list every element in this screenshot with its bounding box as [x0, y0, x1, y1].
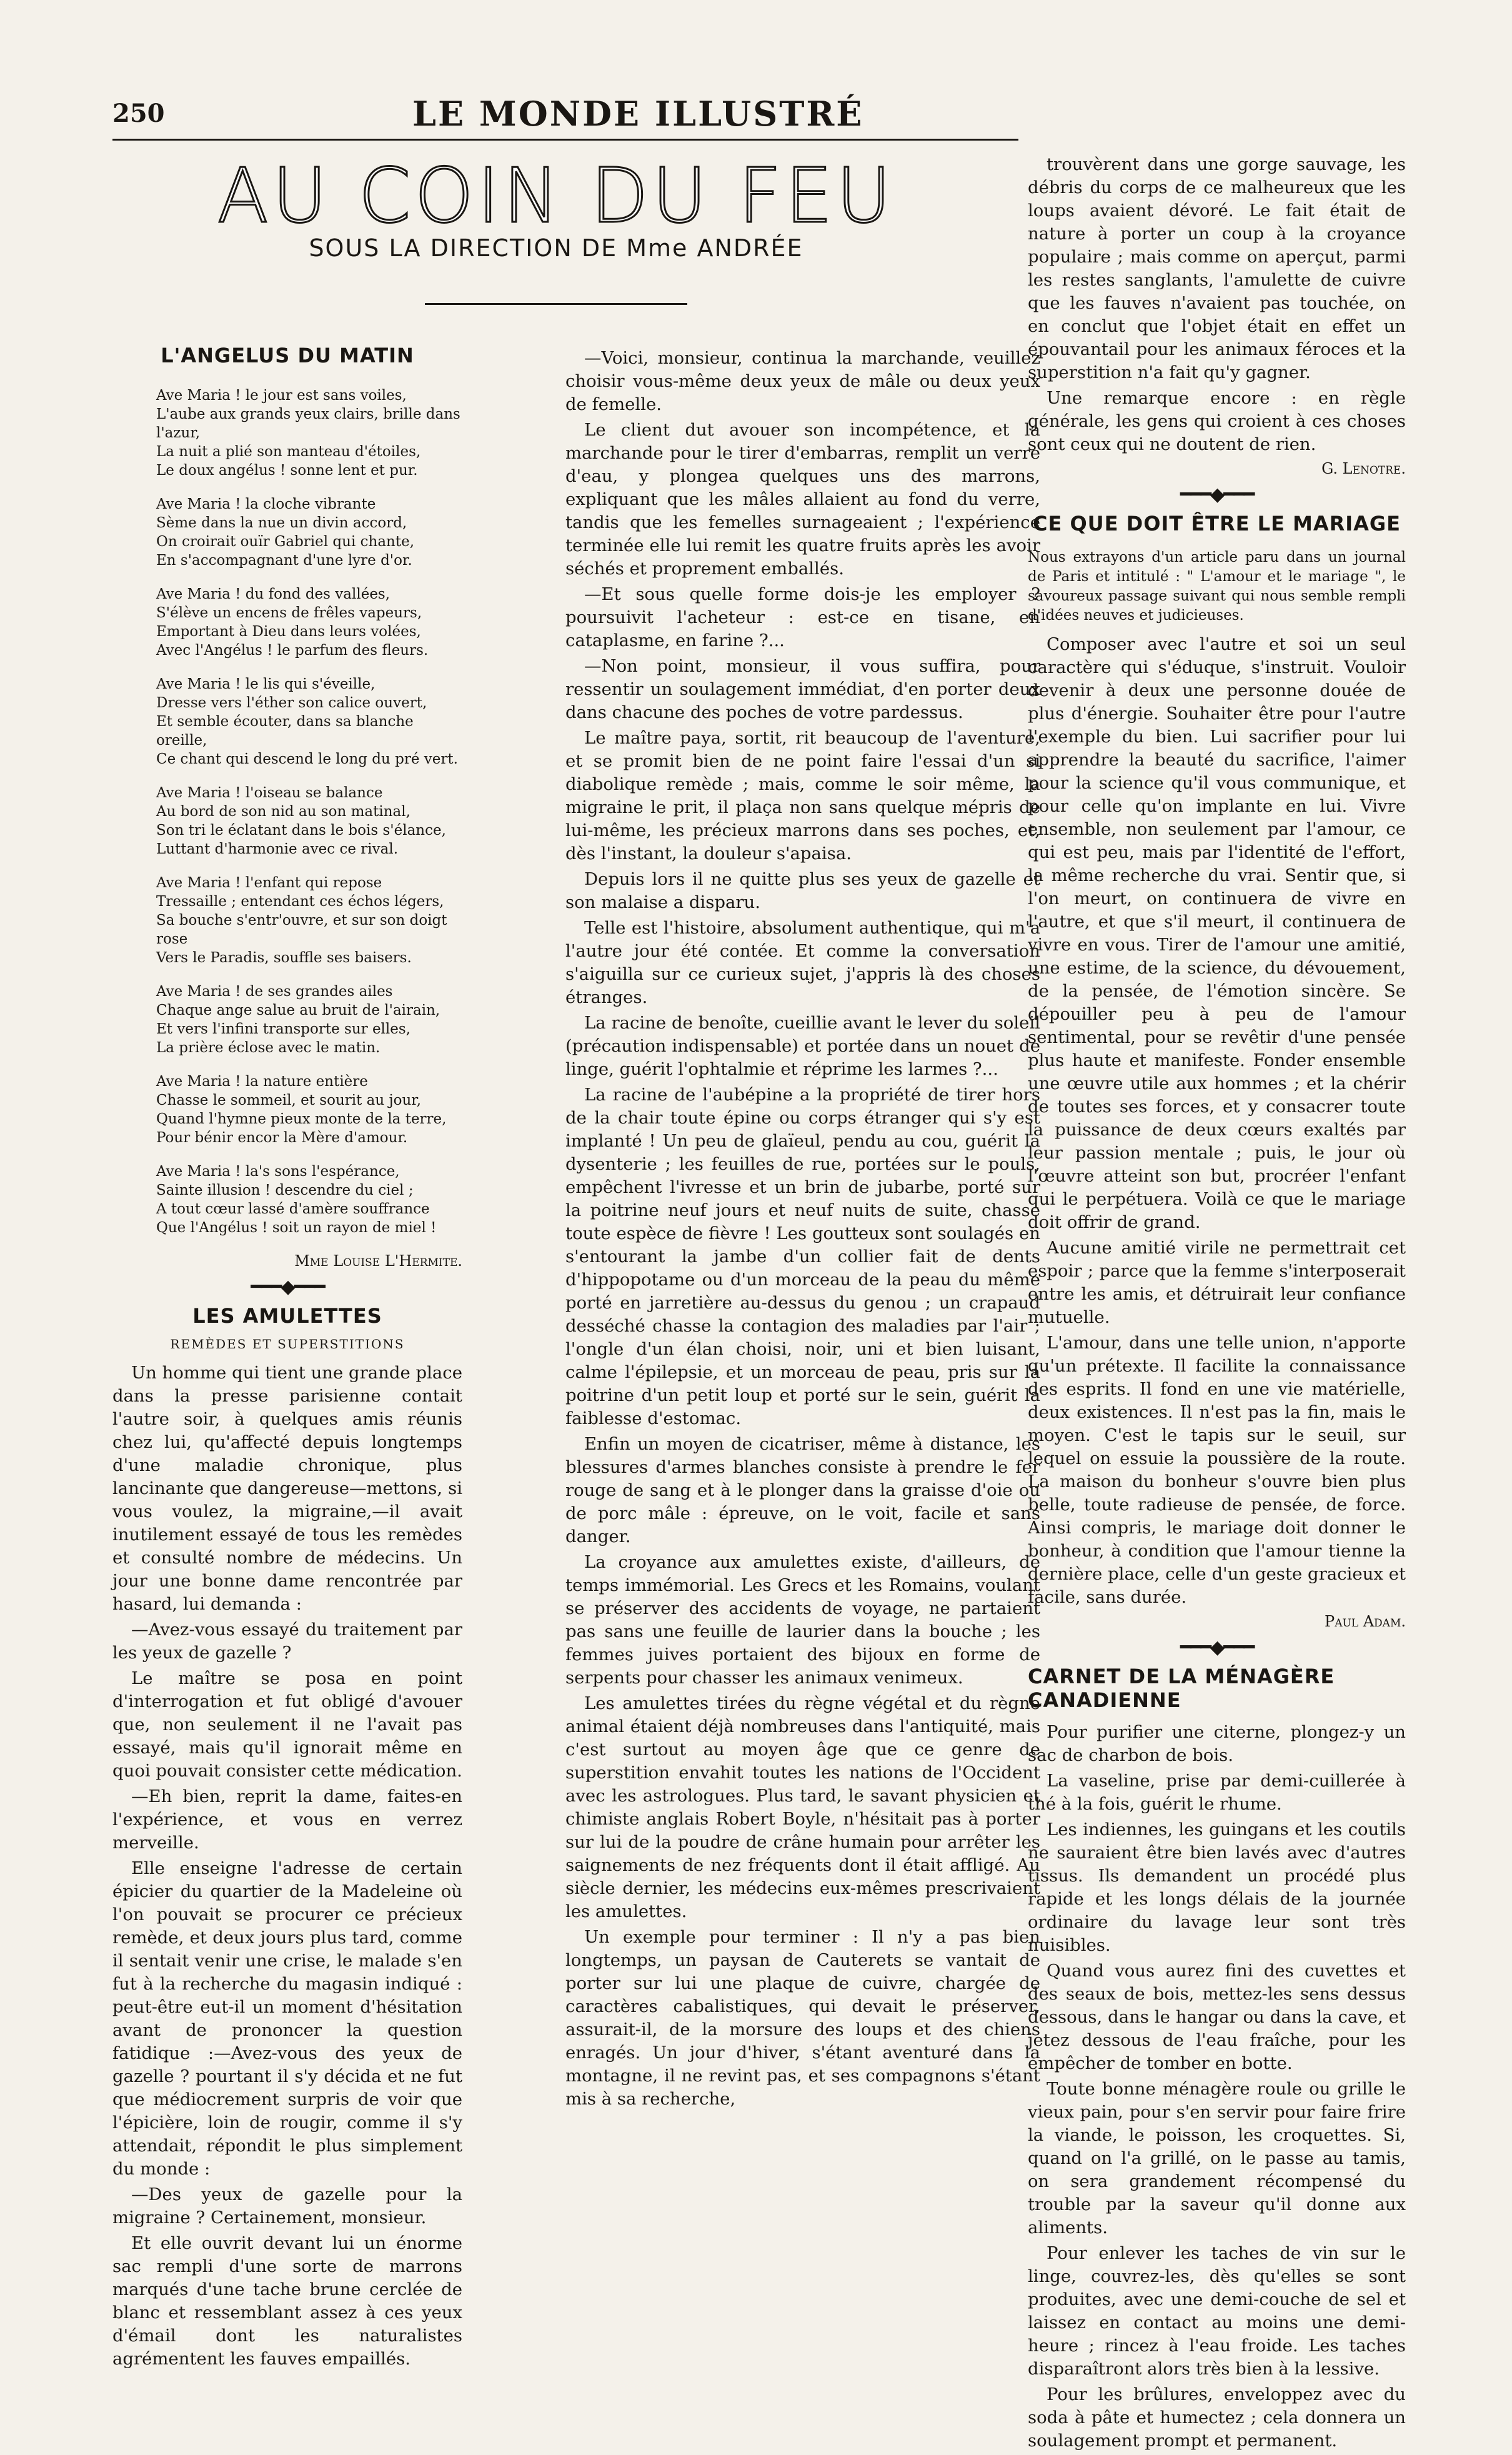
amulettes-paragraph: Depuis lors il ne quitte plus ses yeux de gazelle et son malaise a disparu. — [565, 869, 1040, 912]
header-rule — [112, 139, 1018, 141]
poem-line: Et semble écouter, dans sa blanche oreille, — [156, 714, 414, 749]
poem-line: Que l'Angélus ! soit un rayon de miel ! — [156, 1220, 437, 1236]
poem-line: Ce chant qui descend le long du pré vert. — [156, 751, 458, 767]
poem-line: Ave Maria ! la cloche vibrante — [156, 496, 376, 512]
poem-stanza — [156, 1072, 462, 1147]
feature-title: AU COIN DU FEU — [217, 153, 895, 240]
poem-line: Ave Maria ! du fond des vallées, — [156, 586, 390, 602]
amulettes-paragraph: —Non point, monsieur, il vous suffira, pour ressentir un soulagement immédiat, d'en porter deux dans chacune des poches de votre pardessus. — [565, 656, 1040, 722]
amulettes-paragraph: La racine de l'aubépine a la propriété de tirer hors de la chair toute épine ou corps étranger qui s'y est implanté ! Un peu de glaïeul, pendu au cou, guérit la dysenterie ; les feuilles de rue, portées sur le pouls, empêchent l'ivresse et un brin de jubarbe, porté sur la poitrine neuf jours et neuf nuits de suite, chasse toute espèce de fièvre ! Les goutteux sont soulagés en s'entourant la jambe d'un collier fait de dents d'hippopotame ou d'un morceau de la peau du même porté en jarretière au-dessus du genou ; un crapaud desséché chasse la contagion des maladies par l'air ; l'ongle d'un élan choisi, noir, uni et bien luisant, calme l'épilepsie, et un morceau de peau, pris sur la poitrine d'un petit loup et porté sur le sein, guérit la faiblesse d'estomac. — [565, 1085, 1040, 1428]
mariage-paragraph: L'amour, dans une telle union, n'apporte qu'un prétexte. Il facilite la connaissance des esprits. Il fond en une vie matérielle, deux existences. Il n'est pas la fin, mais le moyen. C'est le tapis sur le seuil, sur lequel on essuie la poussière de la route. La maison du bonheur s'ouvre bien plus belle, toute radieuse de pensée, de force. Ainsi compris, le mariage doit donner le bonheur, à condition que l'amour tienne la dernière place, celle d'un geste gracieux et facile, sans durée. — [1028, 1333, 1406, 1607]
mariage-paragraph: Composer avec l'autre et soi un seul caractère qui s'éduque, s'instruit. Vouloir devenir à deux une personne douée de plus d'énergie. Souhaiter être pour l'autre l'exemple du bien. Lui sacrifier pour lui apprendre la beauté du sacrifice, l'aimer pour la science qu'il vous communique, et pour celle qu'on implante en lui. Vivre ensemble, non seulement par l'amour, ce qui est peu, mais par l'identité de l'effort, la même recherche du vrai. Sentir que, si l'on meurt, on continuera de vivre en l'autre, et que s'il meurt, il continuera de vivre en vous. Tirer de l'amour une amitié, une estime, de la science, du dévouement, de la pensée, de l'émotion sincère. Se dépouiller peu à peu de l'amour sentimental, pour se revêtir d'une pensée plus haute et manifeste. Fonder ensemble une œuvre utile aux hommes ; et la chérir de toutes ses forces, et y consacrer toute la puissance de deux cœurs exaltés par leur passion mentale ; puis, le jour où l'œuvre atteint son but, procréer l'enfant qui le perpétuera. Voilà ce que le mariage doit offrir de grand. — [1028, 634, 1406, 1232]
carnet-paragraph: Les indiennes, les guingans et les coutils ne sauraient être bien lavés avec d'autres tissus. Ils demandent un procédé plus rapide et les longs délais de la journée ordinaire du lavage leur sont très nuisibles. — [1028, 1820, 1406, 1955]
poem-line: Ave Maria ! de ses grandes ailes — [156, 983, 393, 1000]
amulettes-paragraph: Le client dut avouer son incompétence, et la marchande pour le tirer d'embarras, remplit un verre d'eau, y plongea quelques uns des marrons, expliquant que les mâles allaient au fond du verre, tandis que les femelles surnageaient ; l'expérience terminée elle lui remit les quatre fruits après les avoir séchés et proprement emballés. — [565, 420, 1040, 579]
poem-line: A tout cœur lassé d'amère souffrance — [156, 1201, 430, 1217]
poem-line: On croirait ouïr Gabriel qui chante, — [156, 534, 415, 550]
amulettes-col1 — [112, 1362, 462, 2371]
angelus-title: L'ANGELUS DU MATIN — [161, 344, 414, 367]
poem-line: Pour bénir encor la Mère d'amour. — [156, 1130, 408, 1146]
amulettes-paragraph: —Des yeux de gazelle pour la migraine ? Certainement, monsieur. — [112, 2184, 462, 2228]
amulettes-author: G. Lenotre. — [1321, 460, 1406, 477]
poem-line: Le doux angélus ! sonne lent et pur. — [156, 462, 418, 479]
amulettes-paragraph: Une remarque encore : en règle générale, les gens qui croient à ces choses sont ceux qui ne doutent de rien. — [1028, 388, 1406, 454]
poem-line: Son tri le éclatant dans le bois s'élance, — [156, 822, 446, 839]
poem-line: Vers le Paradis, souffle ses baisers. — [156, 950, 412, 966]
carnet-title: CARNET DE LA MÉNAGÈRE CANADIENNE — [1028, 1665, 1335, 1712]
mariage-body — [1028, 633, 1406, 1609]
poem-stanza — [156, 585, 462, 660]
amulettes-paragraph: —Et sous quelle forme dois-je les employer ? poursuivit l'acheteur : est-ce en tisane, en cataplasme, en farine ?... — [565, 584, 1040, 650]
angelus-poem — [112, 386, 462, 1237]
poem-line: Chasse le sommeil, et sourit au jour, — [156, 1092, 422, 1108]
amulettes-paragraph: Les amulettes tirées du règne végétal et du règne animal étaient déjà nombreuses dans l'antiquité, mais c'est surtout au moyen âge que ce genre de superstition envahit toutes les nations de l'Occident avec les astrologues. Plus tard, le savant physicien et chimiste anglais Robert Boyle, n'hésitait pas à porter sur lui de la poudre de crâne humain pour arrêter les saignements de nez fréquents dont il était affligé. Au siècle dernier, les médecins eux-mêmes prescrivaient les amulettes. — [565, 1693, 1040, 1921]
amulettes-paragraph: Le maître se posa en point d'interrogation et fut obligé d'avouer que, non seulement il ne l'avait pas essayé, mais qu'il ignorait même en quoi pouvait consister cette médication. — [112, 1668, 462, 1781]
amulettes-col2 — [565, 347, 1040, 2113]
feature-subtitle: SOUS LA DIRECTION DE Mme ANDRÉE — [309, 234, 803, 262]
carnet-paragraph: Quand vous aurez fini des cuvettes et des seaux de bois, mettez-les sens dessus dessous, dans le hangar ou dans la cave, et jetez dessous de l'eau fraîche, pour les empêcher de tomber en botte. — [1028, 1961, 1406, 2073]
amulettes-paragraph: Un homme qui tient une grande place dans la presse parisienne contait l'autre soir, à quelques amis réunis chez lui, qu'affecté depuis longtemps d'une maladie chronique, plus lancinante que dangereuse—mettons, si vous voulez, la migraine,—il avait inutilement essayé de tous les remèdes et consulté nombre de médecins. Un jour une bonne dame rencontrée par hasard, lui demanda : — [112, 1363, 462, 1614]
poem-line: Ave Maria ! la nature entière — [156, 1073, 368, 1090]
carnet-paragraph: Pour purifier une citerne, plongez-y un sac de charbon de bois. — [1028, 1722, 1406, 1765]
poem-stanza — [156, 386, 462, 480]
poem-stanza — [156, 1162, 462, 1237]
poem-stanza — [156, 784, 462, 859]
ornament-divider: ━━━◆━━━ — [1180, 484, 1254, 505]
poem-line: S'élève un encens de frêles vapeurs, — [156, 605, 422, 621]
right-column — [1028, 153, 1406, 2455]
poem-stanza — [156, 495, 462, 570]
amulettes-paragraph: —Eh bien, reprit la dame, faites-en l'expérience, et vous en verrez merveille. — [112, 1786, 462, 1853]
poem-line: Quand l'hymne pieux monte de la terre, — [156, 1111, 447, 1127]
amulettes-paragraph: Enfin un moyen de cicatriser, même à distance, les blessures d'armes blanches consiste à prendre le fer rouge de sang et à le plonger dans la graisse d'oie ou de porc mâle : épreuve, on le voit, facile et sans danger. — [565, 1434, 1040, 1546]
amulettes-title: LES AMULETTES — [192, 1304, 382, 1328]
amulettes-paragraph: La croyance aux amulettes existe, d'ailleurs, de temps immémorial. Les Grecs et les Romains, voulant se préserver des accidents de voyage, ne partaient pas sans une feuille de laurier dans la bouche ; les femmes juives portaient des bijoux en forme de serpents pour chasser les animaux venimeux. — [565, 1552, 1040, 1688]
poem-line: Ave Maria ! l'enfant qui repose — [156, 875, 382, 891]
page-header — [112, 94, 1050, 137]
amulettes-paragraph: Telle est l'histoire, absolument authentique, qui m'a l'autre jour été contée. Et comme la conversation s'aiguilla sur ce curieux sujet, j'appris là des choses étranges. — [565, 918, 1040, 1007]
angelus-author: Mme Louise L'Hermite. — [294, 1252, 462, 1270]
amulettes-paragraph: Un exemple pour terminer : Il n'y a pas bien longtemps, un paysan de Cauterets se vantait de porter sur lui une plaque de cuivre, chargée de caractères cabalistiques, qui devait le préserver, assurait-il, de la morsure des loups et des chiens enragés. Un jour d'hiver, s'étant aventuré dans la montagne, il ne revint pas, et ses compagnons s'étant mis à sa recherche, — [565, 1927, 1040, 2109]
poem-line: Dresse vers l'éther son calice ouvert, — [156, 695, 427, 711]
amulettes-paragraph: La racine de benoîte, cueillie avant le lever du soleil (précaution indispensable) et portée dans un nouet de linge, guérit l'ophtalmie et réprime les larmes ?... — [565, 1013, 1040, 1079]
angelus-section — [112, 344, 462, 2373]
poem-line: Ave Maria ! la's sons l'espérance, — [156, 1163, 400, 1180]
poem-line: La nuit a plié son manteau d'étoiles, — [156, 444, 421, 460]
amulettes-paragraph: Elle enseigne l'adresse de certain épicier du quartier de la Madeleine où l'on pouvait se procurer ce précieux remède, et deux jours plus tard, comme il sentait venir une crise, le malade s'en fut à la recherche du magasin indiqué : peut-être eut-il un moment d'hésitation avant de prononcer la question fatidique :—Avez-vous des yeux de gazelle ? pourtant il s'y décida et ne fut que médiocrement surpris de voir que l'épicière, loin de rougir, comme il s'y attendait, répondit le plus simplement du monde : — [112, 1858, 462, 2179]
amulettes-col3 — [1028, 153, 1406, 456]
carnet-paragraph: Pour enlever les taches de vin sur le linge, couvrez-les, dès qu'elles se sont produites, avec une demi-couche de sel et laissez en contact au moins une demi-heure ; rincez à l'eau froide. Les taches disparaîtront alors très bien à la lessive. — [1028, 2243, 1406, 2379]
feature-rule — [425, 303, 687, 305]
amulettes-paragraph: —Voici, monsieur, continua la marchande, veuillez choisir vous-même deux yeux de mâle ou deux yeux de femelle. — [565, 348, 1040, 414]
poem-line: Sa bouche s'entr'ouvre, et sur son doigt rose — [156, 912, 447, 947]
poem-line: Luttant d'harmonie avec ce rival. — [156, 841, 399, 857]
mariage-title: CE QUE DOIT ÊTRE LE MARIAGE — [1032, 512, 1401, 535]
ornament-divider: ━━━◆━━━ — [251, 1276, 324, 1298]
poem-stanza — [156, 675, 462, 769]
amulettes-paragraph: —Avez-vous essayé du traitement par les yeux de gazelle ? — [112, 1620, 462, 1663]
mariage-paragraph: Aucune amitié virile ne permettrait cet espoir ; parce que la femme s'interposerait entre les amis, et détruirait leur confiance mutuelle. — [1028, 1238, 1406, 1327]
mariage-intro: Nous extrayons d'un article paru dans un journal de Paris et intitulé : " L'amour et le mariage ", le savoureux passage suivant qui nous semble rempli d'idées neuves et judicieuses. — [1028, 549, 1406, 624]
poem-line: Ave Maria ! le jour est sans voiles, — [156, 387, 407, 404]
poem-line: Au bord de son nid au son matinal, — [156, 804, 410, 820]
poem-stanza — [156, 982, 462, 1057]
poem-line: Ave Maria ! le lis qui s'éveille, — [156, 676, 376, 692]
page-number: 250 — [112, 99, 165, 128]
carnet-paragraph: Toute bonne ménagère roule ou grille le vieux pain, pour s'en servir pour faire frire la viande, le poisson, les croquettes. Si, quand on l'a grillé, on le passe au tamis, on sera grandement récompensé du trouble par la saveur qu'il donne aux aliments. — [1028, 2079, 1406, 2238]
carnet-paragraph: Pour les brûlures, enveloppez avec du soda à pâte et humectez ; cela donnera un soulagement prompt et permanent. — [1028, 2384, 1406, 2451]
poem-stanza — [156, 874, 462, 967]
amulettes-kicker: REMÈDES ET SUPERSTITIONS — [170, 1337, 405, 1352]
poem-line: Emportant à Dieu dans leurs volées, — [156, 624, 421, 640]
poem-line: Tressaille ; entendant ces échos légers, — [156, 894, 444, 910]
poem-line: Sème dans la nue un divin accord, — [156, 515, 407, 531]
mariage-author: Paul Adam. — [1325, 1613, 1406, 1630]
poem-line: Et vers l'infini transporte sur elles, — [156, 1021, 410, 1037]
poem-line: Chaque ange salue au bruit de l'airain, — [156, 1002, 440, 1018]
poem-line: La prière éclose avec le matin. — [156, 1040, 380, 1056]
ornament-divider: ━━━◆━━━ — [1180, 1636, 1254, 1658]
poem-line: L'aube aux grands yeux clairs, brille dans l'azur, — [156, 406, 460, 441]
poem-line: En s'accompagnant d'une lyre d'or. — [156, 552, 412, 569]
poem-line: Sainte illusion ! descendre du ciel ; — [156, 1182, 414, 1198]
poem-line: Avec l'Angélus ! le parfum des fleurs. — [156, 642, 429, 659]
carnet-body — [1028, 1721, 1406, 2453]
amulettes-paragraph: Et elle ouvrit devant lui un énorme sac rempli d'une sorte de marrons marqués d'une tache brune cerclée de blanc et ressemblant assez à ces yeux d'émail dont les naturalistes agrémentent les fauves empaillés. — [112, 2233, 462, 2369]
poem-line: Ave Maria ! l'oiseau se balance — [156, 785, 383, 801]
amulettes-paragraph: trouvèrent dans une gorge sauvage, les débris du corps de ce malheureux que les loups avaient dévoré. Le fait était de nature à porter un coup à la croyance populaire ; mais comme on aperçut, parmi les restes sanglants, l'amulette de cuivre que les fauves n'avaient pas touchée, on en conclut que l'objet était en effet un épouvantail pour les animaux féroces et la superstition n'a fait qu'y gagner. — [1028, 154, 1406, 382]
masthead: LE MONDE ILLUSTRÉ — [412, 94, 864, 134]
amulettes-paragraph: Le maître paya, sortit, rit beaucoup de l'aventure, et se promit bien de ne point faire l'essai d'un si diabolique remède ; mais, comme le soir même, la migraine le prit, il plaça non sans quelque mépris de lui-même, les précieux marrons dans ses poches, et, dès l'instant, la douleur s'apaisa. — [565, 728, 1040, 864]
carnet-paragraph: La vaseline, prise par demi-cuillerée à thé à la fois, guérit le rhume. — [1028, 1771, 1406, 1814]
